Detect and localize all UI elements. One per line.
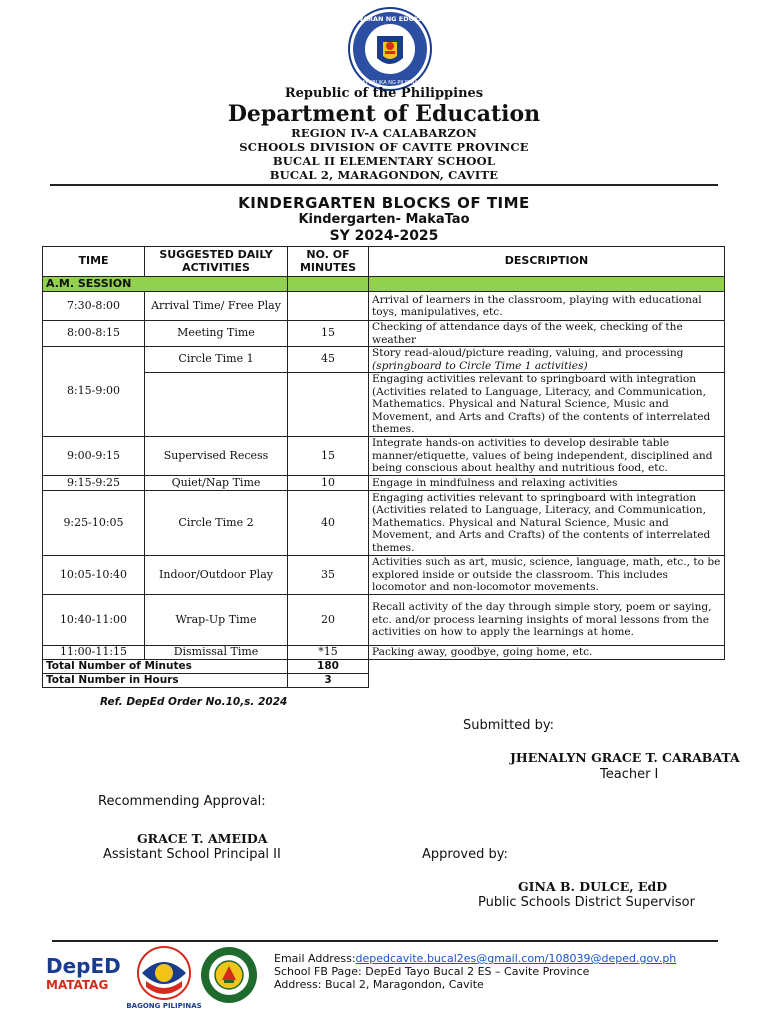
row-description: Arrival of learners in the classroom, playing with educational toys, manipulatives, etc. <box>369 292 725 321</box>
address-heading: BUCAL 2, MARAGONDON, CAVITE <box>269 168 499 182</box>
submitted-title: Teacher I <box>600 767 659 782</box>
table-row <box>43 595 725 646</box>
row-description: Packing away, goodbye, going home, etc. <box>369 646 725 660</box>
row-activity <box>145 373 288 437</box>
session-label: A.M. SESSION <box>43 277 288 292</box>
row-description-note: (springboard to Circle Time 1 activities) <box>372 359 588 372</box>
row-time: 10:05-10:40 <box>43 556 145 595</box>
row-description: Checking of attendance days of the week, checking of the weather <box>369 321 725 347</box>
row-time: 9:00-9:15 <box>43 437 145 476</box>
row-description: Engaging activities relevant to springboard with integration (Activities related to Language, Literacy, and Communication, Mathematics. Physical and Natural Science, Music and Movement, and Arts and Crafts) of the contents of interrelated themes. <box>369 373 725 437</box>
region-heading: REGION IV-A CALABARZON <box>291 126 477 140</box>
total-minutes-row <box>43 660 725 674</box>
row-description: Activities such as art, music, science, language, math, etc., to be explored inside or outside the classroom. This includes locomotor and non-locomotor movements. <box>369 556 725 595</box>
bagong-pilipinas-logo <box>126 945 202 1011</box>
row-activity: Circle Time 2 <box>145 491 288 556</box>
blocks-of-time-table <box>42 246 725 688</box>
footer-divider <box>52 940 718 942</box>
row-description <box>369 347 725 373</box>
row-time: 11:00-11:15 <box>43 646 145 660</box>
header-minutes: NO. OF MINUTES <box>288 247 369 277</box>
recommending-title: Assistant School Principal II <box>103 847 281 862</box>
recommending-name: GRACE T. AMEIDA <box>137 831 268 846</box>
row-minutes: 10 <box>288 476 369 491</box>
recommending-label: Recommending Approval: <box>98 794 266 809</box>
row-description: Engage in mindfulness and relaxing activities <box>369 476 725 491</box>
row-time: 8:00-8:15 <box>43 321 145 347</box>
row-time: 7:30-8:00 <box>43 292 145 321</box>
svg-text:REPUBLIKA NG PILIPINAS: REPUBLIKA NG PILIPINAS <box>359 80 421 86</box>
row-description: Recall activity of the day through simple story, poem or saying, etc. and/or process learning insights of moral lessons from the activities on how to apply the learnings at home. <box>369 595 725 646</box>
email-link[interactable]: depedcavite.bucal2es@gmail.com/108039@deped.gov.ph <box>355 952 677 965</box>
row-minutes <box>288 373 369 437</box>
footer-email <box>274 952 676 965</box>
row-time: 10:40-11:00 <box>43 595 145 646</box>
row-activity: Indoor/Outdoor Play <box>145 556 288 595</box>
row-minutes: 35 <box>288 556 369 595</box>
row-time: 9:25-10:05 <box>43 491 145 556</box>
header-description: DESCRIPTION <box>369 247 725 277</box>
email-label: Email Address: <box>274 952 356 965</box>
approved-label: Approved by: <box>422 847 508 862</box>
session-row <box>43 277 725 292</box>
republic-heading: Republic of the Philippines <box>284 86 484 101</box>
row-description: Engaging activities relevant to springboard with integration (Activities related to Language, Literacy, and Communication, Mathematics. Physical and Natural Science, Music and Movement, and Arts and Crafts) of the contents of interrelated themes. <box>369 491 725 556</box>
school-seal-logo <box>200 946 258 1004</box>
approved-title: Public Schools District Supervisor <box>478 895 695 910</box>
table-row <box>43 292 725 321</box>
row-minutes: 20 <box>288 595 369 646</box>
row-minutes: 45 <box>288 347 369 373</box>
class-name: Kindergarten- MakaTao <box>298 212 470 227</box>
school-heading: BUCAL II ELEMENTARY SCHOOL <box>272 154 496 168</box>
row-activity: Supervised Recess <box>145 437 288 476</box>
approved-name: GINA B. DULCE, EdD <box>518 879 668 894</box>
submitted-name: JHENALYN GRACE T. CARABATA <box>510 750 740 765</box>
total-hours-value: 3 <box>288 674 369 688</box>
row-activity: Quiet/Nap Time <box>145 476 288 491</box>
table-row <box>43 437 725 476</box>
row-time: 9:15-9:25 <box>43 476 145 491</box>
header-activities: SUGGESTED DAILY ACTIVITIES <box>145 247 288 277</box>
total-minutes-label: Total Number of Minutes <box>43 660 288 674</box>
header-time: TIME <box>43 247 145 277</box>
table-row <box>43 491 725 556</box>
total-minutes-value: 180 <box>288 660 369 674</box>
department-heading: Department of Education <box>227 101 541 127</box>
document-title: KINDERGARTEN BLOCKS OF TIME <box>238 194 530 212</box>
total-hours-label: Total Number in Hours <box>43 674 288 688</box>
row-minutes: *15 <box>288 646 369 660</box>
total-hours-row <box>43 674 725 688</box>
row-minutes <box>288 292 369 321</box>
header-divider <box>50 184 718 186</box>
row-activity: Meeting Time <box>145 321 288 347</box>
row-description: Integrate hands-on activities to develop desirable table manner/etiquette, values of being independent, disciplined and being conscious about healthy and nutritious food, etc. <box>369 437 725 476</box>
row-activity: Dismissal Time <box>145 646 288 660</box>
svg-text:BAGONG PILIPINAS: BAGONG PILIPINAS <box>126 1002 202 1010</box>
table-row <box>43 476 725 491</box>
table-row <box>43 646 725 660</box>
table-row <box>43 373 725 437</box>
table-row <box>43 321 725 347</box>
row-activity: Wrap-Up Time <box>145 595 288 646</box>
deped-seal-logo <box>335 6 445 92</box>
footer-fb-page: School FB Page: DepEd Tayo Bucal 2 ES – Cavite Province <box>274 965 590 978</box>
row-minutes: 15 <box>288 321 369 347</box>
row-description-text: Story read-aloud/picture reading, valuing, and processing <box>372 347 684 360</box>
row-time: 8:15-9:00 <box>43 347 145 437</box>
submitted-label: Submitted by: <box>463 718 554 733</box>
deped-matatag-logo <box>46 955 126 1005</box>
division-heading: SCHOOLS DIVISION OF CAVITE PROVINCE <box>239 140 529 154</box>
row-activity: Circle Time 1 <box>145 347 288 373</box>
row-minutes: 40 <box>288 491 369 556</box>
table-row <box>43 347 725 373</box>
school-year: SY 2024-2025 <box>329 228 439 244</box>
svg-text:KAGAWARAN NG EDUKASYON: KAGAWARAN NG EDUKASYON <box>335 15 445 23</box>
reference-note: Ref. DepEd Order No.10,s. 2024 <box>100 696 288 708</box>
table-row <box>43 556 725 595</box>
matatag-logo-text: MATATAG <box>46 978 109 992</box>
footer-address: Address: Bucal 2, Maragondon, Cavite <box>274 978 484 991</box>
deped-logo-text: DepED <box>46 954 121 978</box>
row-minutes: 15 <box>288 437 369 476</box>
row-activity: Arrival Time/ Free Play <box>145 292 288 321</box>
